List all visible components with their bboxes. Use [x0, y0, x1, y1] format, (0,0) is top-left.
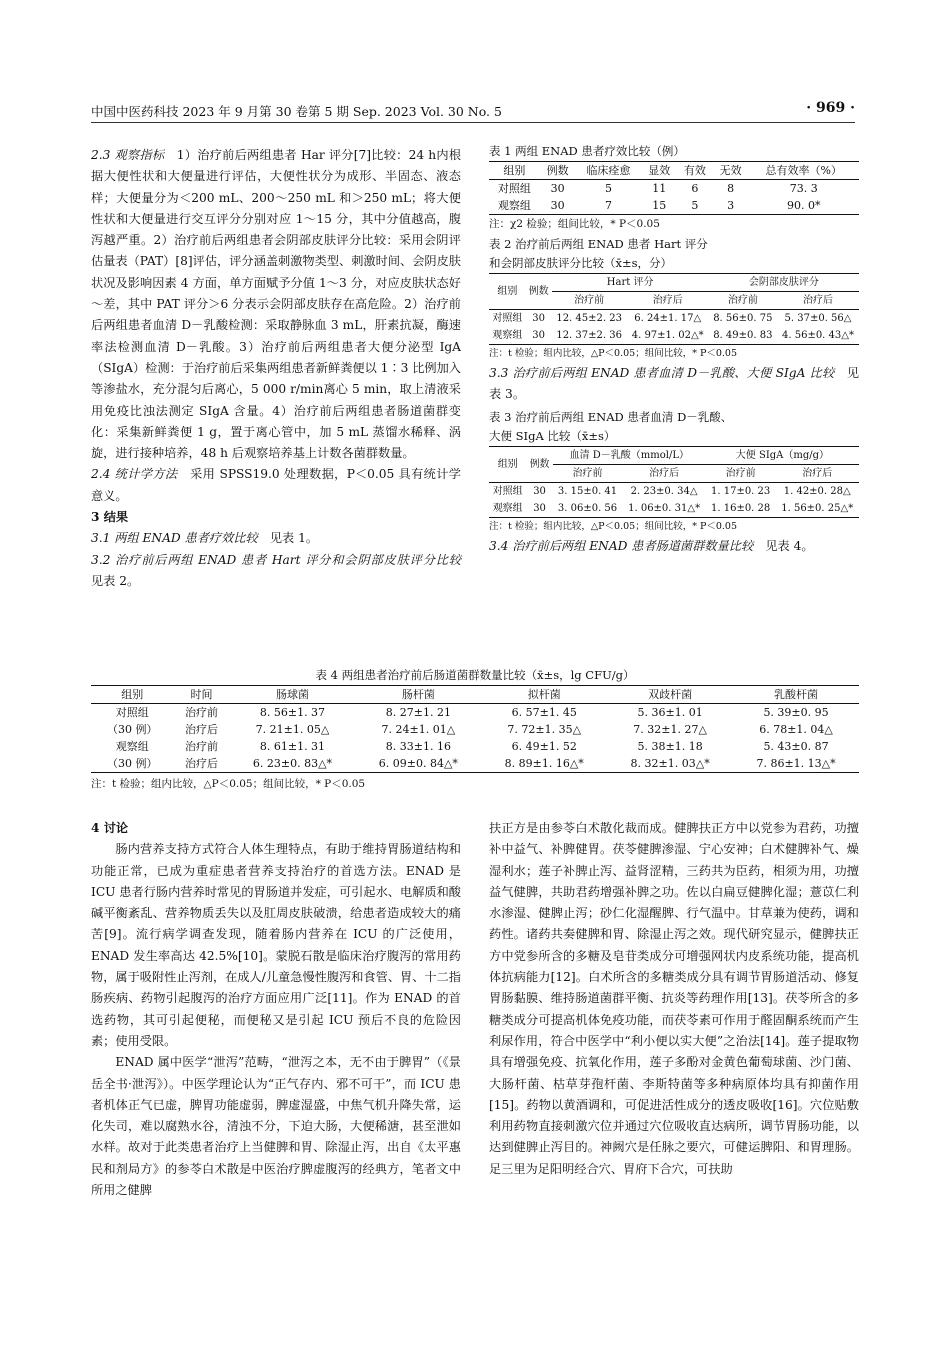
table-cell: 8. 49±0. 83: [713, 330, 773, 341]
table-cell: 对照组: [115, 706, 149, 719]
table-row: [91, 704, 859, 722]
section-3-3: [489, 363, 859, 406]
table-2-header: 治疗后: [802, 295, 833, 306]
table-cell: 3: [727, 199, 735, 212]
table-cell: 8. 33±1. 16: [385, 740, 451, 753]
table-row: [489, 482, 859, 500]
table-row: [489, 310, 859, 328]
table-cell: 12. 45±2. 23: [556, 313, 622, 324]
section-3-4-text: 见表 4。: [765, 538, 814, 553]
table-1-header: 无效: [719, 164, 742, 177]
table-3-header: 治疗前: [725, 467, 756, 479]
table-4-note: 注：t 检验；组内比较，△P＜0.05；组间比较，* P＜0.05: [91, 778, 366, 790]
page-number: · 969 ·: [806, 100, 855, 116]
table-cell: 7. 21±1. 05△: [255, 723, 330, 736]
table-cell: 观察组: [492, 330, 523, 341]
table-cell: 30: [550, 199, 565, 212]
table-3-header: 血清 D－乳酸（mmol/L）: [553, 446, 706, 464]
section-3-4: [489, 536, 859, 557]
table-2-header: 例数: [526, 274, 552, 310]
section-2-3: [91, 145, 461, 464]
table-4-header: 肠杆菌: [401, 688, 435, 701]
right-column-results: [489, 142, 859, 557]
section-2-4: [91, 464, 461, 507]
table-1-header-row: [489, 162, 859, 180]
table-4-header: 时间: [190, 688, 213, 701]
table-cell: 8. 89±1. 16△*: [504, 757, 584, 770]
table-cell: 2. 23±0. 34△: [630, 485, 698, 497]
table-4-header: 肠球菌: [275, 688, 309, 701]
table-3-header: 大便 SIgA（mg/g）: [706, 446, 859, 464]
table-cell: 15: [652, 199, 667, 212]
table-cell: 4. 56±0. 43△*: [782, 330, 854, 341]
table-cell: 8. 61±1. 31: [259, 740, 326, 753]
table-cell: 7. 24±1. 01△: [381, 723, 456, 736]
table-row: [91, 755, 859, 773]
table-cell: 5. 38±1. 18: [637, 740, 703, 753]
table-cell: 30: [532, 330, 545, 341]
section-3-4-label: 3.4 治疗前后两组 ENAD 患者肠道菌群数量比较: [489, 538, 754, 553]
table-cell: 观察组: [115, 740, 149, 753]
table-cell: 6. 24±1. 17△: [634, 313, 702, 324]
table-3-note: 注：t 检验；组内比较，△P＜0.05；组间比较，* P＜0.05: [489, 520, 738, 532]
section-3-title: 3 结果: [91, 510, 129, 525]
table-4-block: [91, 666, 859, 793]
table-cell: 5. 39±0. 95: [763, 706, 829, 719]
table-2-header: 组别: [489, 274, 526, 310]
table-3-caption-line-1: 表 3 治疗前后两组 ENAD 患者血清 D－乳酸、: [489, 409, 733, 424]
table-cell: 5. 37±0. 56△: [784, 313, 852, 324]
table-cell: 5: [691, 199, 699, 212]
section-3-3-text: 见表 3。: [489, 366, 859, 402]
table-2-note: 注：t 检验；组内比较，△P＜0.05；组间比较，* P＜0.05: [489, 348, 738, 359]
table-1-header: 临床痊愈: [586, 164, 631, 177]
table-2-header: Hart 评分: [552, 274, 709, 292]
table-cell: 30: [533, 502, 546, 514]
table-3-header-row: [489, 446, 859, 464]
table-cell: 8. 27±1. 21: [385, 706, 451, 719]
table-1-note: 注：χ2 检验；组间比较，* P＜0.05: [489, 218, 660, 230]
table-1-header: 组别: [503, 164, 526, 177]
table-cell: 8. 56±0. 75: [713, 313, 773, 324]
table-cell: 6: [691, 182, 699, 195]
table-1-header: 例数: [546, 164, 569, 177]
section-2-3-text: 1）治疗前后两组患者 Har 评分[7]比较：24 h内根据大便性状和大便量进行评估，大便性状分为成形、半固态、液态样；大便量分为＜200 mL、200～250 mL 和＞250 mL；将大便性状和大便量进行交互评分分别对应 1～15 分，其中分值越高，腹泻越严重。2）治疗前后两组患者会阴部皮肤评分比较：采用会阴评估量表（PAT）[8]评估，评分涵盖刺激物类型、刺激时间、会阴皮肤状况及影响因素 4 方面，单方面赋予分值 1～3 分，对应皮肤状态好～差，其中 PAT 评分＞6 分表示会阴部皮肤存在高危险。2）治疗前后两组患者血清 D－乳酸检测：采取静脉血 3 mL，肝素抗凝，酶速率法检测血清 D－乳酸。3）治疗前后两组患者大便分泌型 IgA（SIgA）检测：于治疗前后采集两组患者新鲜粪便以 1∶3 比例加入等渗盐水，充分混匀后离心，5 000 r/min离心 5 min，取上清液采用免疫比浊法测定 SIgA 含量。4）治疗前后两组患者肠道菌群变化：采集新鲜粪便 1 g，置于离心管中，加 5 mL 蒸馏水稀释、涡旋，进行接种培养，48 h 后观察培养基上计数各菌群数量。: [91, 148, 462, 461]
table-cell: 6. 23±0. 83△*: [252, 757, 333, 770]
discussion-paragraph-3: 扶正方是由参苓白术散化裁而成。健脾扶正方中以党参为君药，功擅补中益气、补脾健胃。茯苓健脾渗湿、宁心安神；白术健脾补气、燥湿利水；莲子补脾止泻、益肾涩精，三药共为臣药，相须为用，功擅益气健脾，共助君药增强补脾之功。佐以白扁豆健脾化湿；薏苡仁利水渗湿、健脾止泻；砂仁化湿醒脾、行气温中。甘草兼为使药，调和药性。诸药共奏健脾和胃、除湿止泻之效。现代研究显示，健脾扶正方中党参所含的多糖及皂苷类成分可增强网状内皮系统功能，提高机体抗病能力[12]。白术所含的多糖类成分具有调节胃肠道活动、修复胃肠黏膜、维持肠道菌群平衡、抗炎等药理作用[13]。茯苓所含的多糖类成分可提高机体免疫功能，而茯苓素可作用于醛固酮系统而产生利尿作用，符合中医学中“利小便以实大便”之治法[14]。莲子提取物具有增强免疫、抗氧化作用，莲子多酚对金黄色葡萄球菌、沙门菌、大肠杆菌、枯草芽孢杆菌、李斯特菌等多种病原体均具有抑菌作用[15]。药物以黄酒调和，可促进活性成分的透皮吸收[16]。穴位贴敷利用药物直接刺激穴位并通过穴位吸收直达病所，调节胃肠功能，以达到健脾止泻目的。神阙穴是任脉之要穴，可健运脾阳、和胃理肠。足三里为足阳明经合穴、胃府下合穴，可扶助: [489, 821, 859, 1176]
table-cell: 30: [532, 313, 545, 324]
table-cell: 8. 32±1. 03△*: [630, 757, 710, 770]
discussion-paragraph-1: 肠内营养支持方式符合人体生理特点，有助于维持胃肠道结构和功能正常，已成为重症患者营养支持治疗的首选方法。ENAD 是 ICU 患者行肠内营养时常见的胃肠道并发症，可引起水、电解质和酸碱平衡紊乱、营养物质丢失以及肛周皮肤破溃，给患者造成较大的痛苦[9]。流行病学调查发现，随着肠内营养在 ICU 的广泛使用，ENAD 发生率高达 42.5%[10]。蒙脱石散是临床治疗腹泻的常用药物，属于吸附性止泻剂，在成人/儿童急慢性腹泻和食管、胃、十二指肠疾病、药物引起腹泻的治疗方面应用广泛[11]。作为 ENAD 的首选药物，其可引起便秘，而便秘又是引起 ICU 预后不良的危险因素；使用受限。: [91, 842, 461, 1048]
table-cell: 73. 3: [789, 182, 818, 195]
page-header: [91, 100, 855, 123]
table-cell: 12. 37±2. 36: [556, 330, 622, 341]
section-3-2-text: 见表 2。: [91, 573, 140, 588]
table-cell: 观察组: [497, 199, 531, 212]
section-3-3-label: 3.3 治疗前后两组 ENAD 患者血清 D－乳酸、大便 SIgA 比较: [489, 366, 835, 380]
table-3: [489, 446, 859, 518]
table-cell: 治疗前: [185, 706, 218, 719]
table-cell: 5. 36±1. 01: [637, 706, 703, 719]
table-cell: 治疗后: [185, 723, 218, 736]
discussion-paragraph-2: ENAD 属中医学“泄泻”范畴，“泄泻之本，无不由于脾胃”（《景岳全书·泄泻》）。中医学理论认为“正气存内、邪不可干”，而 ICU 患者机体正气已虚，脾胃功能虚弱，脾虚湿盛，中焦气机升降失常，运化失司，难以腐熟水谷，清浊不分，下迫大肠，大便稀溏，甚至泄如水样。故对于此类患者治疗上当健脾和胃、除湿止泻，出自《太平惠民和剂局方》的参苓白术散是中医治疗脾虚腹泻的经典方，笔者文中所用之健脾: [91, 1055, 461, 1198]
table-cell: 7: [604, 199, 612, 212]
table-cell: 治疗后: [185, 757, 218, 770]
table-row: [489, 180, 859, 198]
table-3-header: 例数: [526, 446, 552, 482]
table-cell: 6. 09±0. 84△*: [378, 757, 458, 770]
table-cell: 30: [533, 485, 546, 497]
table-cell: 11: [652, 182, 667, 195]
table-2-header: 治疗后: [652, 295, 683, 306]
table-4-header: 乳酸杆菌: [774, 688, 819, 701]
table-3-header: 治疗前: [572, 467, 603, 479]
table-cell: （30 例）: [107, 757, 158, 770]
table-cell: 1. 42±0. 28△: [783, 485, 851, 497]
table-cell: 3. 06±0. 56: [557, 502, 618, 514]
table-1: [489, 161, 859, 215]
table-cell: 7. 86±1. 13△*: [756, 757, 836, 770]
table-cell: 7. 72±1. 35△: [507, 723, 582, 736]
table-1-header: 显效: [648, 164, 671, 177]
table-cell: 对照组: [497, 182, 531, 195]
table-cell: 1. 17±0. 23: [711, 485, 771, 497]
left-column-methods: [91, 145, 461, 592]
table-4-caption: 表 4 两组患者治疗前后肠道菌群数量比较（x̄±s，lg CFU/g）: [315, 668, 635, 682]
table-cell: 5. 43±0. 87: [763, 740, 829, 753]
table-2-header: 治疗前: [727, 295, 758, 306]
section-2-4-text: 采用 SPSS19.0 处理数据，P＜0.05 具有统计学意义。: [91, 467, 461, 503]
table-cell: 4. 97±1. 02△*: [631, 330, 704, 341]
discussion-left-column: [91, 818, 461, 1201]
table-cell: 1. 16±0. 28: [711, 502, 771, 514]
table-4: [91, 685, 859, 773]
section-3-2: [91, 550, 461, 593]
table-row: [489, 500, 859, 518]
table-cell: 观察组: [492, 502, 523, 514]
table-row: [91, 721, 859, 738]
section-2-4-label: 2.4 统计学方法: [91, 467, 178, 482]
table-cell: 6. 78±1. 04△: [759, 723, 833, 736]
table-cell: 7. 32±1. 27△: [633, 723, 707, 736]
table-cell: 8. 56±1. 37: [259, 706, 326, 719]
table-row: [489, 327, 859, 345]
table-2-caption-line-2: 和会阴部皮肤评分比较（x̄±s，分）: [489, 256, 673, 270]
table-cell: 1. 56±0. 25△*: [781, 502, 854, 514]
section-3-2-label: 3.2 治疗前后两组 ENAD 患者 Hart 评分和会阴部皮肤评分比较: [91, 552, 461, 567]
table-2-caption-line-1: 表 2 治疗前后两组 ENAD 患者 Hart 评分: [489, 237, 708, 251]
table-2-header: 会阴部皮肤评分: [709, 274, 859, 292]
discussion-right-column: [489, 818, 859, 1180]
table-4-header-row: [91, 686, 859, 704]
table-3-header: 组别: [489, 446, 526, 482]
table-4-header: 组别: [121, 688, 144, 701]
table-4-header: 双歧杆菌: [648, 688, 693, 701]
table-3-header: 治疗后: [649, 467, 680, 479]
table-3-caption-line-2: 大便 SIgA 比较（x̄±s）: [489, 428, 616, 443]
table-1-header: 有效: [683, 164, 706, 177]
table-cell: 6. 57±1. 45: [511, 706, 577, 719]
table-2-header: 治疗前: [574, 295, 605, 306]
table-row: [91, 738, 859, 755]
table-2-header-row: [489, 274, 859, 292]
table-cell: 30: [550, 182, 565, 195]
section-3-1-label: 3.1 两组 ENAD 患者疗效比较: [91, 531, 258, 546]
table-1-caption: 表 1 两组 ENAD 患者疗效比较（例）: [489, 144, 685, 158]
table-cell: 5: [604, 182, 612, 195]
table-cell: 3. 15±0. 41: [557, 485, 618, 497]
table-4-header: 拟杆菌: [527, 688, 561, 701]
journal-info: 中国中医药科技 2023 年 9 月第 30 卷第 5 期 Sep. 2023 Vol. 30 No. 5: [91, 104, 502, 119]
table-cell: 对照组: [492, 485, 523, 497]
table-cell: 90. 0*: [786, 199, 821, 212]
table-cell: 6. 49±1. 52: [511, 740, 577, 753]
section-3-1-text: 见表 1。: [269, 531, 319, 546]
table-cell: 1. 06±0. 31△*: [628, 502, 701, 514]
table-3-header: 治疗后: [802, 467, 833, 479]
table-cell: 对照组: [492, 313, 523, 324]
discussion-title: 4 讨论: [91, 821, 129, 835]
table-row: [489, 197, 859, 215]
section-3-1: [91, 528, 461, 549]
table-cell: 治疗前: [185, 740, 218, 753]
table-cell: 8: [727, 182, 735, 195]
table-1-header: 总有效率（%）: [765, 164, 842, 177]
section-2-3-label: 2.3 观察指标: [91, 148, 165, 162]
table-cell: （30 例）: [107, 723, 158, 736]
table-2: [489, 273, 859, 345]
